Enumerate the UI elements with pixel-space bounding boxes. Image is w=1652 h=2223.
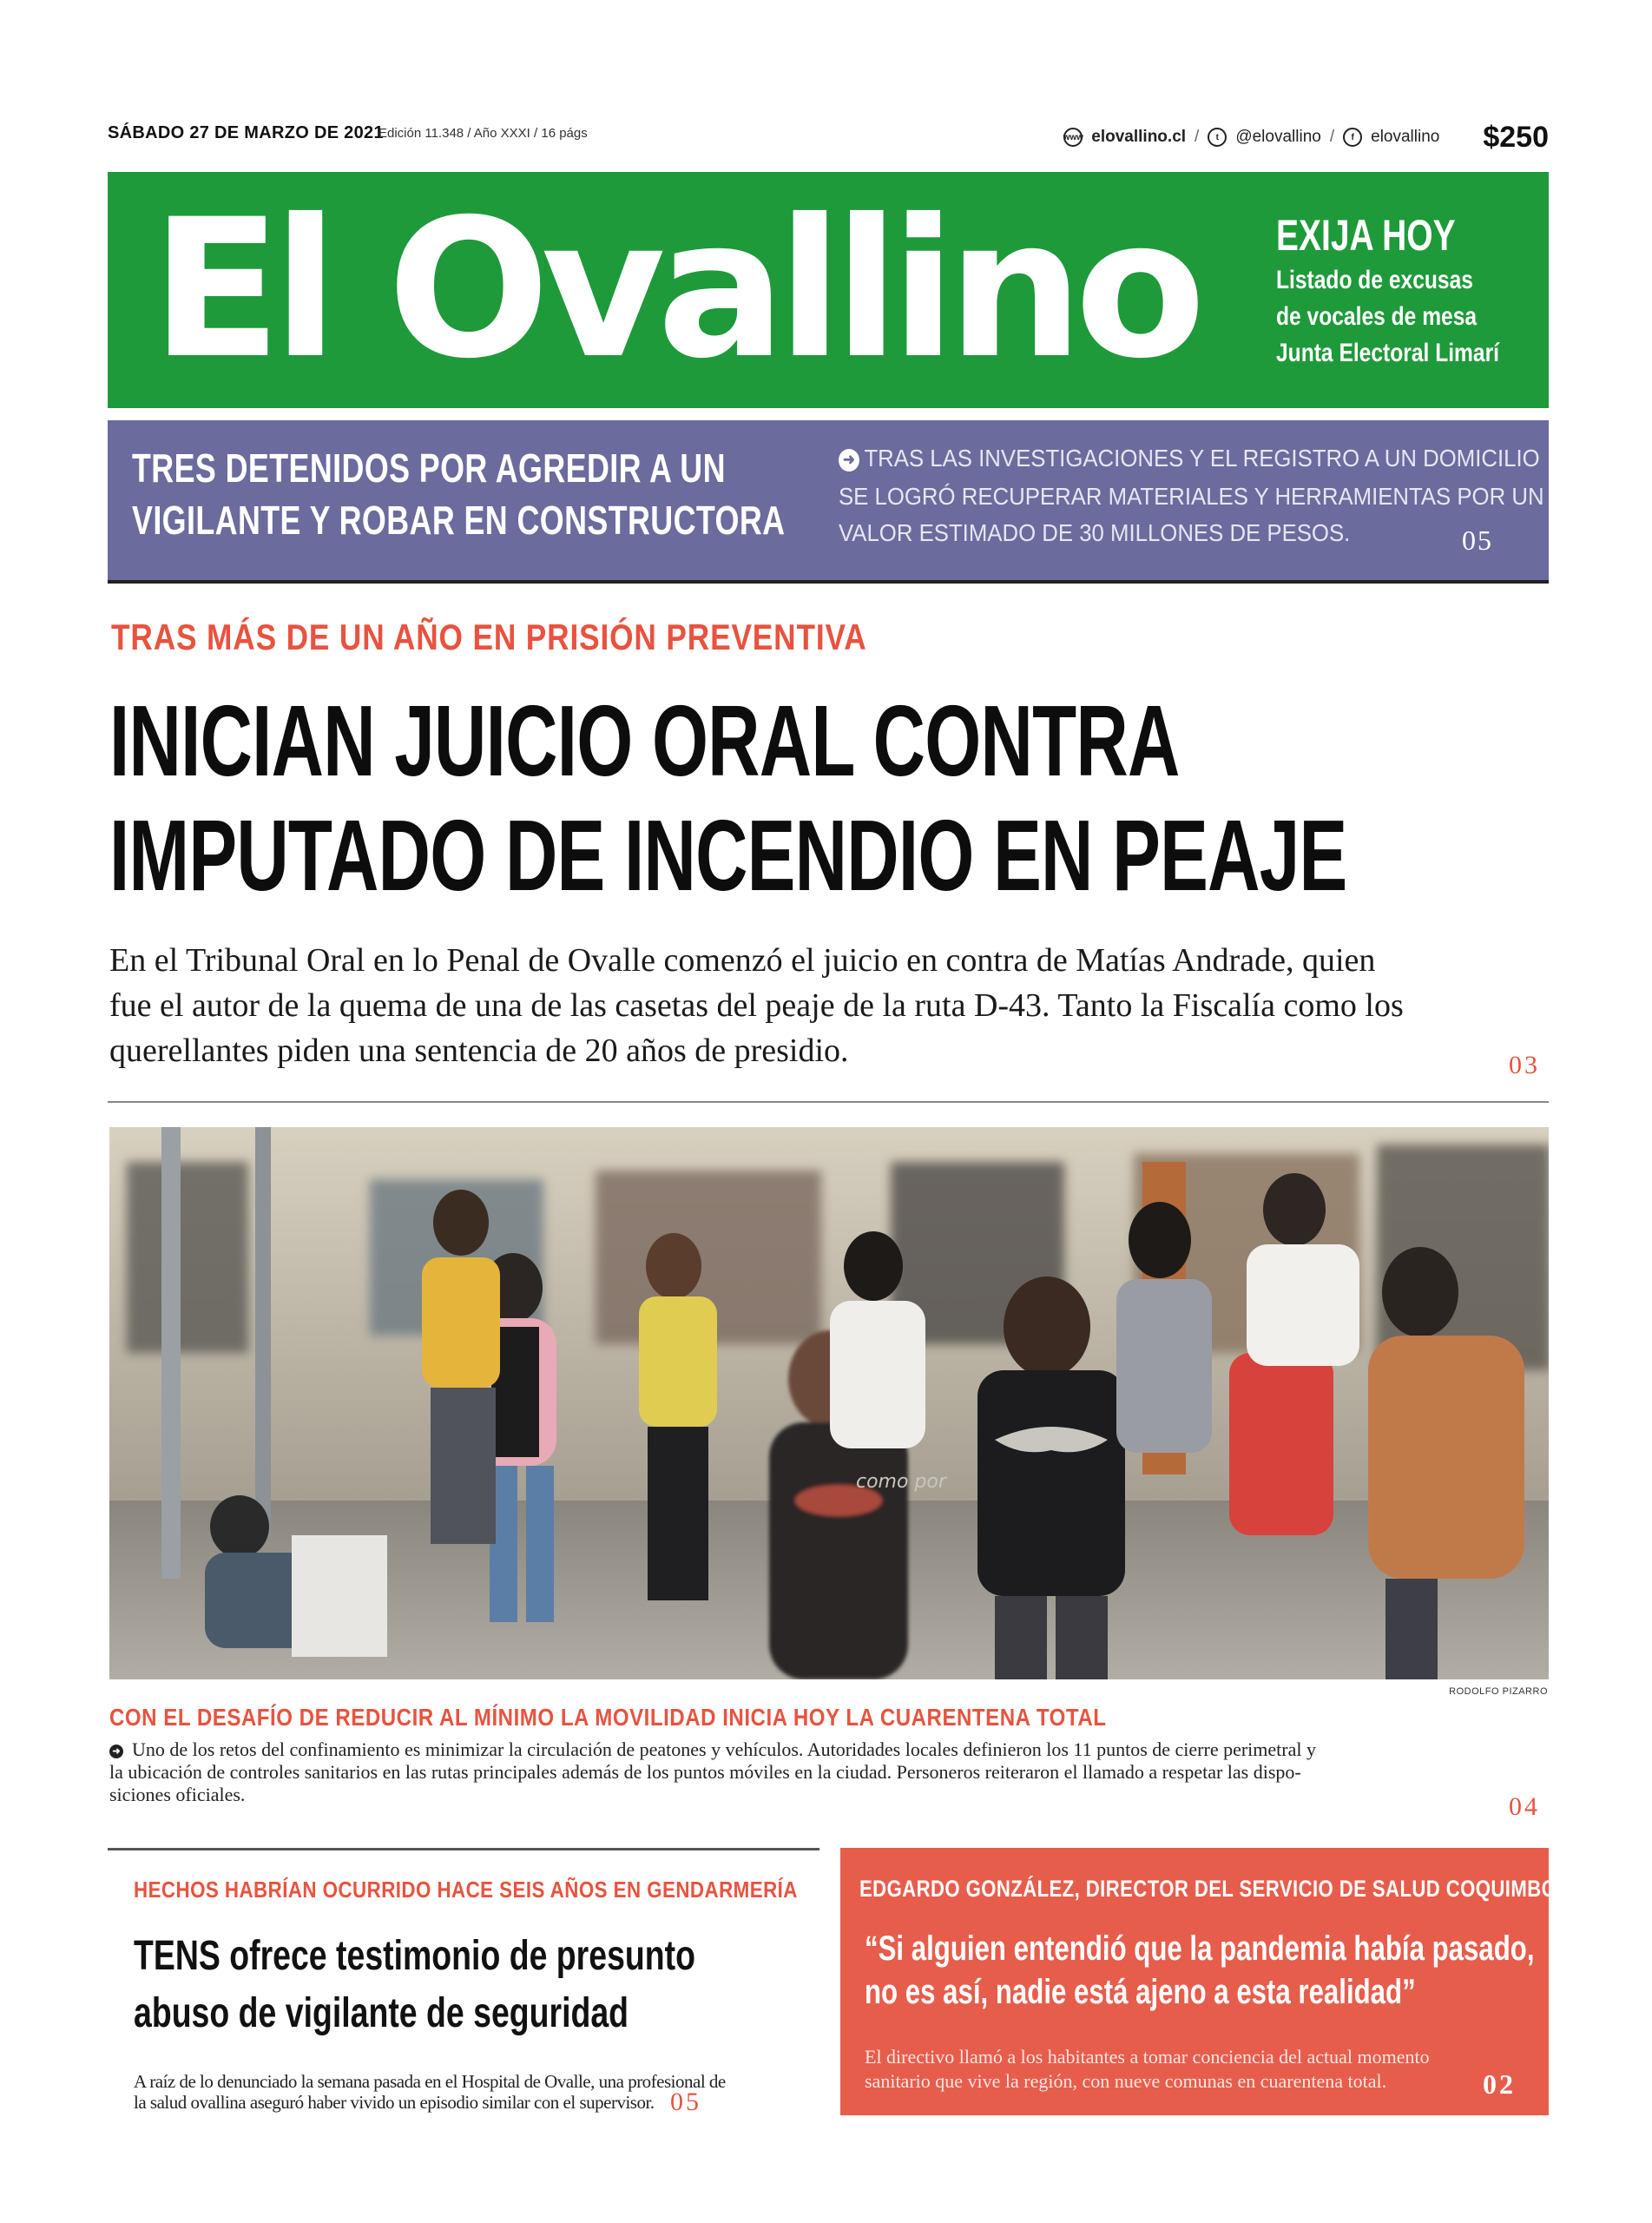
arrow-right-icon: ➜ — [839, 449, 859, 472]
arrow-right-icon: ➜ — [109, 1745, 123, 1758]
box-kicker: HECHOS HABRÍAN OCURRIDO HACE SEIS AÑOS EN GENDARMERÍA — [134, 1877, 798, 1903]
teaser-text: ➜ TRAS LAS INVESTIGACIONES Y EL REGISTRO A UN DOMICILIO — [839, 445, 1540, 472]
main-headline[interactable]: INICIAN JUICIO ORAL CONTRA — [109, 684, 1180, 797]
page-number: 04 — [1509, 1792, 1540, 1821]
masthead — [108, 172, 1549, 408]
box-kicker: EDGARDO GONZÁLEZ, DIRECTOR DEL SERVICIO DE SALUD COQUIMBO — [859, 1876, 1557, 1902]
teaser-headline: VIGILANTE Y ROBAR EN CONSTRUCTORA — [132, 498, 786, 543]
page-number: 05 — [1462, 524, 1493, 556]
photo-illustration — [109, 1127, 1549, 1679]
twitter-handle[interactable]: @elovallino — [1235, 128, 1321, 146]
story-box-tens[interactable] — [108, 1848, 819, 2117]
price: $250 — [1483, 120, 1549, 154]
promo-line: de vocales de mesa — [1276, 302, 1478, 331]
photo-credit: RODOLFO PIZARRO — [1449, 1686, 1548, 1697]
main-lead: fue el autor de la quema de una de las casetas del peaje de la ruta D-43. Tanto la Fiscalía como los — [109, 987, 1404, 1024]
photo-caption-text: la ubicación de controles sanitarios en las rutas principales además de los puntos móviles en la ciudad. Personeros reiteraron el llamado a respetar las dispo- — [109, 1761, 1301, 1783]
photo-caption-text: siciones oficiales. — [109, 1784, 246, 1805]
page-number: 05 — [670, 2088, 701, 2116]
divider — [108, 1101, 1549, 1103]
teaser-headline: TRES DETENIDOS POR AGREDIR A UN — [132, 445, 726, 491]
teaser-text: VALOR ESTIMADO DE 30 MILLONES DE PESOS. — [839, 519, 1351, 546]
teaser-text: SE LOGRÓ RECUPERAR MATERIALES Y HERRAMIENTAS POR UN — [839, 483, 1544, 510]
facebook-icon: f — [1343, 128, 1362, 147]
main-kicker: TRAS MÁS DE UN AÑO EN PRISIÓN PREVENTIVA — [111, 617, 867, 657]
photo-caption-headline[interactable]: CON EL DESAFÍO DE REDUCIR AL MÍNIMO LA MOVILIDAD INICIA HOY LA CUARENTENA TOTAL — [109, 1704, 1107, 1731]
shirt-text: como por — [856, 1471, 946, 1493]
box-text: A raíz de lo denunciado la semana pasada en el Hospital de Ovalle, una profesional de — [134, 2071, 726, 2092]
main-lead: En el Tribunal Oral en lo Penal de Ovalle comenzó el juicio en contra de Matías Andrade, quien — [109, 942, 1376, 979]
main-headline[interactable]: IMPUTADO DE INCENDIO EN PEAJE — [109, 799, 1347, 912]
box-quote: no es así, nadie está ajeno a esta realidad” — [865, 1973, 1416, 2011]
newspaper-logo: El Ovallino — [151, 178, 1198, 400]
box-headline: abuso de vigilante de seguridad — [134, 1990, 629, 2036]
story-box-health[interactable] — [840, 1848, 1557, 2115]
promo-title: EXIJA HOY — [1276, 211, 1456, 260]
box-quote: “Si alguien entendió que la pandemia había pasado, — [865, 1929, 1535, 1968]
box-text: El directivo llamó a los habitantes a tomar conciencia del actual momento — [865, 2046, 1430, 2068]
separator: / — [1195, 128, 1200, 146]
website-link[interactable]: elovallino.cl — [1091, 128, 1187, 146]
box-text: sanitario que vive la región, con nueve comunas en cuarentena total. — [865, 2070, 1387, 2092]
edition-info: Edición 11.348 / Año XXXI / 16 págs — [378, 126, 588, 141]
teaser-robbery[interactable] — [108, 420, 1549, 584]
globe-icon: www — [1063, 128, 1083, 147]
top-bar — [108, 120, 1549, 155]
box-headline: TENS ofrece testimonio de presunto — [134, 1933, 695, 1979]
page-number: 02 — [1483, 2068, 1516, 2100]
photo-caption-text: ➜ Uno de los retos del confinamiento es minimizar la circulación de peatones y vehículos. Autoridades locales definieron los 11 puntos de cierre perimetral y — [109, 1738, 1550, 1761]
issue-date: SÁBADO 27 DE MARZO DE 2021 — [108, 123, 384, 142]
facebook-handle[interactable]: elovallino — [1371, 128, 1440, 146]
promo-line: Junta Electoral Limarí — [1276, 339, 1500, 367]
twitter-icon: t — [1208, 128, 1227, 147]
street-crowd-photo — [109, 1127, 1549, 1679]
main-lead: querellantes piden una sentencia de 20 años de presidio. — [109, 1032, 849, 1069]
box-text: la salud ovallina aseguró haber vivido un episodio similar con el supervisor. — [134, 2092, 655, 2113]
promo-line: Listado de excusas — [1276, 266, 1473, 294]
separator: / — [1329, 128, 1335, 146]
page-number: 03 — [1509, 1051, 1540, 1079]
social-links — [1063, 120, 1549, 155]
